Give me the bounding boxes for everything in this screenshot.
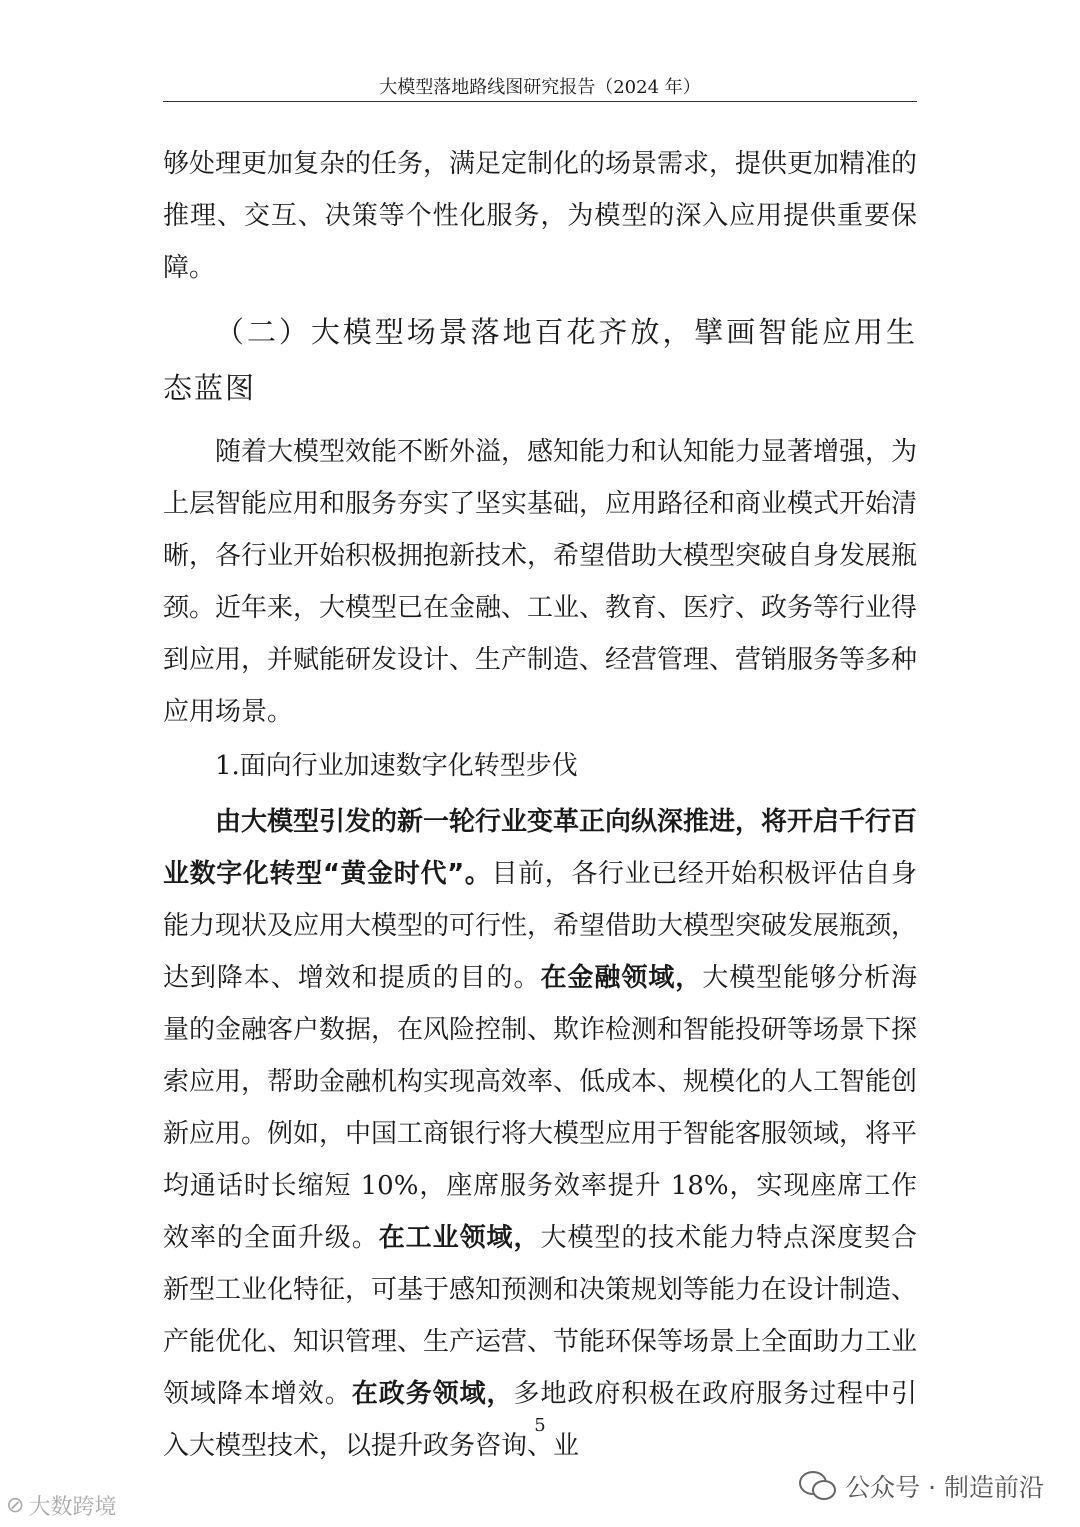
paragraph-text: 多地政府积极在政府服务过程中引入大模型技术，以提升政务咨询、业 bbox=[163, 1379, 917, 1461]
bold-government: 在政务领域， bbox=[351, 1379, 514, 1409]
bold-lead: 由大模型引发的新一轮行业变革正向纵深推进，将开启千行百业数字化转型“黄金时代”。 bbox=[163, 807, 918, 889]
running-header: 大模型落地路线图研究报告（2024 年） bbox=[379, 77, 701, 98]
link-icon: ⊘ bbox=[6, 1493, 25, 1518]
paragraph: 随着大模型效能不断外溢，感知能力和认知能力显著增强，为上层智能应用和服务夯实了坚实基础，应用路径和商业模式开始清晰，各行业开始积极拥抱新技术，希望借助大模型突破自身发展瓶颈。近年来，大模型已在金融、工业、教育、医疗、政务等行业得到应用，并赋能研发设计、生产制造、经营管理、营销服务等多种应用场景。 bbox=[163, 437, 918, 727]
paragraph-text: 大模型的技术能力特点深度契合新型工业化特征，可基于感知预测和决策规划等能力在设计制造、产能优化、知识管理、生产运营、节能环保等场景上全面助力工业领域降本增效。 bbox=[163, 1223, 918, 1409]
wechat-watermark bbox=[799, 1468, 1044, 1504]
watermark-text: 公众号 · 制造前沿 bbox=[845, 1473, 1044, 1502]
paragraph-text: 大模型能够分析海量的金融客户数据，在风险控制、欺诈检测和智能投研等场景下探索应用，帮助金融机构实现高效率、低成本、规模化的人工智能创新应用。例如，中国工商银行将大模型应用于智能客服领域，将平均通话时长缩短 10%，座席服务效率提升 18%，实现座席工作效率的全面升级。 bbox=[163, 963, 918, 1253]
header-divider bbox=[163, 101, 917, 102]
watermark-text: 大数跨境 bbox=[28, 1495, 117, 1520]
paragraph bbox=[163, 796, 917, 1472]
wechat-icon bbox=[799, 1471, 835, 1501]
source-watermark bbox=[6, 1490, 116, 1521]
bold-finance: 在金融领域， bbox=[540, 963, 703, 993]
bold-industry: 在工业领域， bbox=[378, 1223, 541, 1253]
page-body bbox=[163, 138, 917, 1472]
paragraph-continuation: 够处理更加复杂的任务，满足定制化的场景需求，提供更加精准的推理、交互、决策等个性化服务，为模型的深入应用提供重要保障。 bbox=[163, 149, 918, 283]
subsection-heading: 1.面向行业加速数字化转型步伐 bbox=[215, 751, 578, 781]
page-number: 5 bbox=[534, 1415, 546, 1436]
paragraph-text: 目前，各行业已经开始积极评估自身能力现状及应用大模型的可行性，希望借助大模型突破发展瓶颈，达到降本、增效和提质的目的。 bbox=[163, 859, 918, 993]
section-heading: （二）大模型场景落地百花齐放，擘画智能应用生态蓝图 bbox=[163, 315, 917, 405]
